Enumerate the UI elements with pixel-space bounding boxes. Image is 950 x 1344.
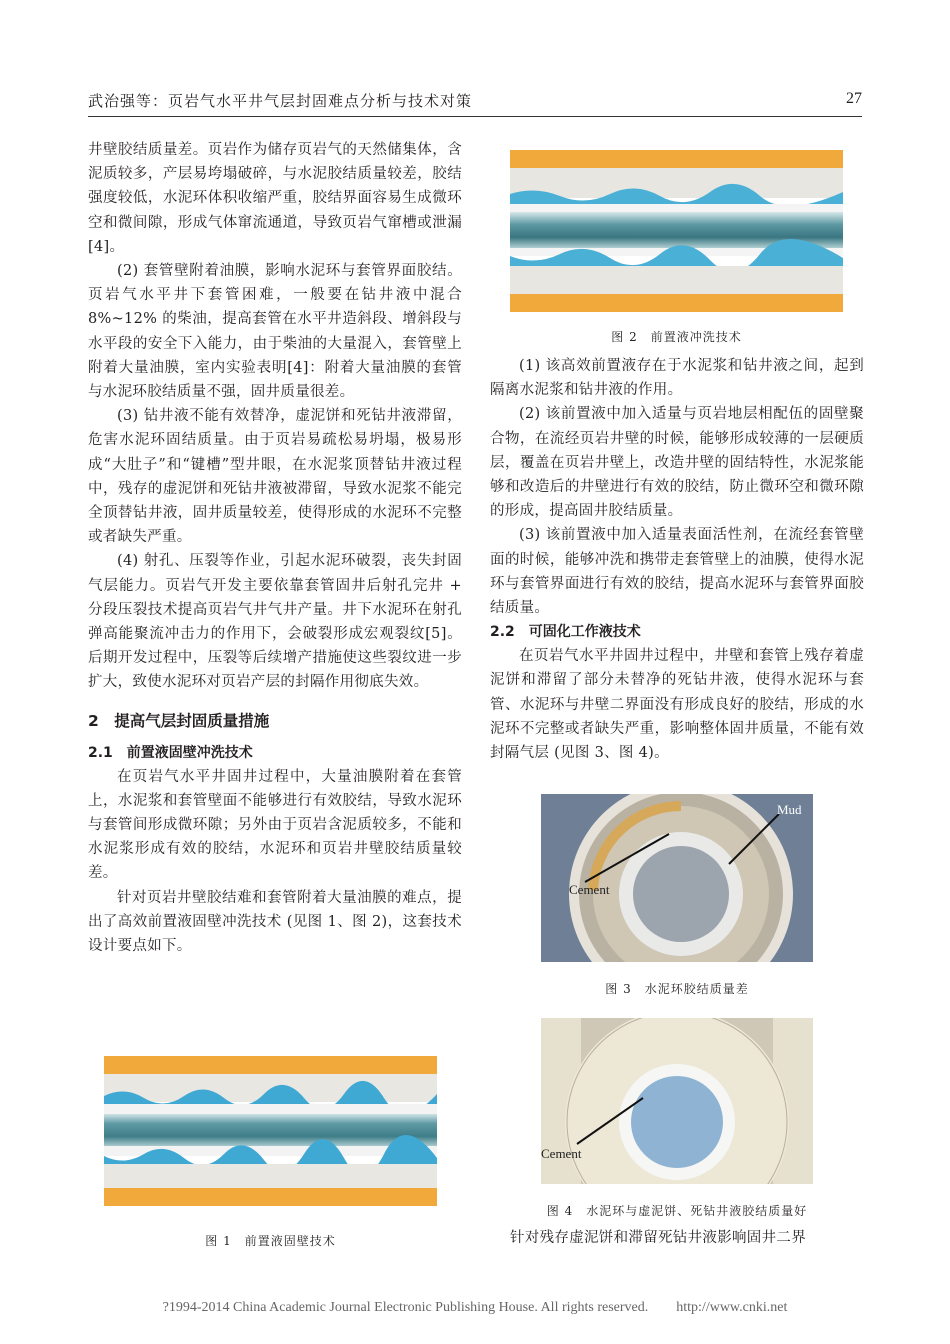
paragraph: 针对页岩井壁胶结难和套管附着大量油膜的难点，提出了高效前置液固壁冲洗技术 (见图 1、图 2)，这套技术设计要点如下。 (88, 889, 462, 955)
cement-label: Cement (541, 1146, 582, 1161)
running-header (88, 90, 862, 117)
figure-3-caption: 图 3 水泥环胶结质量差 (605, 982, 749, 996)
section-heading: 2 提高气层封固质量措施 (88, 711, 270, 730)
figure-2-caption: 图 2 前置液冲洗技术 (611, 330, 742, 344)
figure-1-image (104, 1056, 437, 1206)
paragraph: 在页岩气水平井固井过程中，大量油膜附着在套管上，水泥浆和套管壁面不能够进行有效胶结，导致水泥环与套管间形成微环隙；另外由于页岩含泥质较多，不能和水泥浆形成有效的胶结，水泥环和页岩井壁胶结质量较差。 (88, 768, 462, 882)
left-column (88, 138, 462, 958)
figure-4-image (541, 1018, 813, 1184)
mud-label: Mud (777, 802, 802, 817)
running-title: 武治强等：页岩气水平井气层封固难点分析与技术对策 (88, 92, 473, 110)
copyright-footer: ?1994-2014 China Academic Journal Electronic Publishing House. All rights reserved. http://www.cnki.net (162, 1300, 788, 1315)
paragraph: (2) 该前置液中加入适量与页岩地层相配伍的固壁聚合物，在流经页岩井壁的时候，能够形成较薄的一层硬质层，覆盖在页岩井壁上，改造井壁的固结特性，水泥浆能够和改造后的井壁进行有效的胶结，防止微环空和微环隙的形成，提高固井胶结质量。 (490, 406, 864, 520)
figure-2-image (510, 150, 843, 312)
figure-1-caption: 图 1 前置液固壁技术 (205, 1234, 336, 1248)
paragraph: 井壁胶结质量差。页岩作为储存页岩气的天然储集体，含泥质较多，产层易垮塌破碎，与水泥胶结质量较差，胶结强度较低，水泥环体积收缩严重，胶结界面容易生成微环空和微间隙，形成气体窜流通道，导致页岩气窜槽或泄漏[4]。 (88, 142, 462, 255)
right-column (490, 354, 864, 765)
paragraph: (1) 该高效前置液存在于水泥浆和钻井液之间，起到隔离水泥浆和钻井液的作用。 (490, 358, 864, 399)
paragraph-text: 针对残存虚泥饼和滞留死钻井液影响固井二界 (510, 1230, 806, 1246)
paragraph: 在页岩气水平井固井过程中，井壁和套管上残存着虚泥饼和滞留了部分未替净的死钻井液，使得水泥环与套管、水泥环与井壁二界面没有形成良好的胶结，形成的水泥环不完整或者缺失严重，影响整体固井质量，不能有效封隔气层 (见图 3、图 4)。 (490, 648, 864, 762)
paragraph (510, 1226, 860, 1250)
paragraph: (4) 射孔、压裂等作业，引起水泥环破裂，丧失封固气层能力。页岩气开发主要依靠套管固井后射孔完井 + 分段压裂技术提高页岩气井气井产量。井下水泥环在射孔弹高能聚流冲击力的作用下，会破裂形成宏观裂纹[5]。后期开发过程中，压裂等后续增产措施使这些裂纹进一步扩大，致使水泥环对页岩产层的封隔作用彻底失效。 (88, 553, 462, 691)
paragraph: (2) 套管壁附着油膜，影响水泥环与套管界面胶结。页岩气水平井下套管困难，一般要在钻井液中混合 8%~12% 的柴油，提高套管在水平井造斜段、增斜段与水平段的安全下入能力，由于柴油的大量混入，套管壁上附着大量油膜，室内实验表明[4]：附着大量油膜的套管与水泥环胶结质量不强，固井质量很差。 (88, 263, 462, 401)
figure-3-image (541, 794, 813, 962)
figure-4-caption: 图 4 水泥环与虚泥饼、死钻井液胶结质量好 (546, 1204, 808, 1218)
paragraph: (3) 钻井液不能有效替净，虚泥饼和死钻井液滞留，危害水泥环固结质量。由于页岩易疏松易坍塌，极易形成“大肚子”和“键槽”型井眼，在水泥浆顶替钻井液过程中，残存的虚泥饼和死钻井液被滞留，导致水泥浆不能完全顶替钻井液，固井质量较差，使得形成的水泥环不完整或者缺失严重。 (88, 408, 462, 546)
paragraph: (3) 该前置液中加入适量表面活性剂，在流经套管壁面的时候，能够冲洗和携带走套管壁上的油膜，使得水泥环与套管界面进行有效的胶结，提高水泥环与套管界面胶结质量。 (490, 527, 864, 617)
cement-label: Cement (569, 882, 610, 897)
page-number: 27 (846, 90, 862, 107)
subsection-heading: 2.2 可固化工作液技术 (490, 624, 641, 641)
subsection-heading: 2.1 前置液固壁冲洗技术 (88, 744, 253, 761)
